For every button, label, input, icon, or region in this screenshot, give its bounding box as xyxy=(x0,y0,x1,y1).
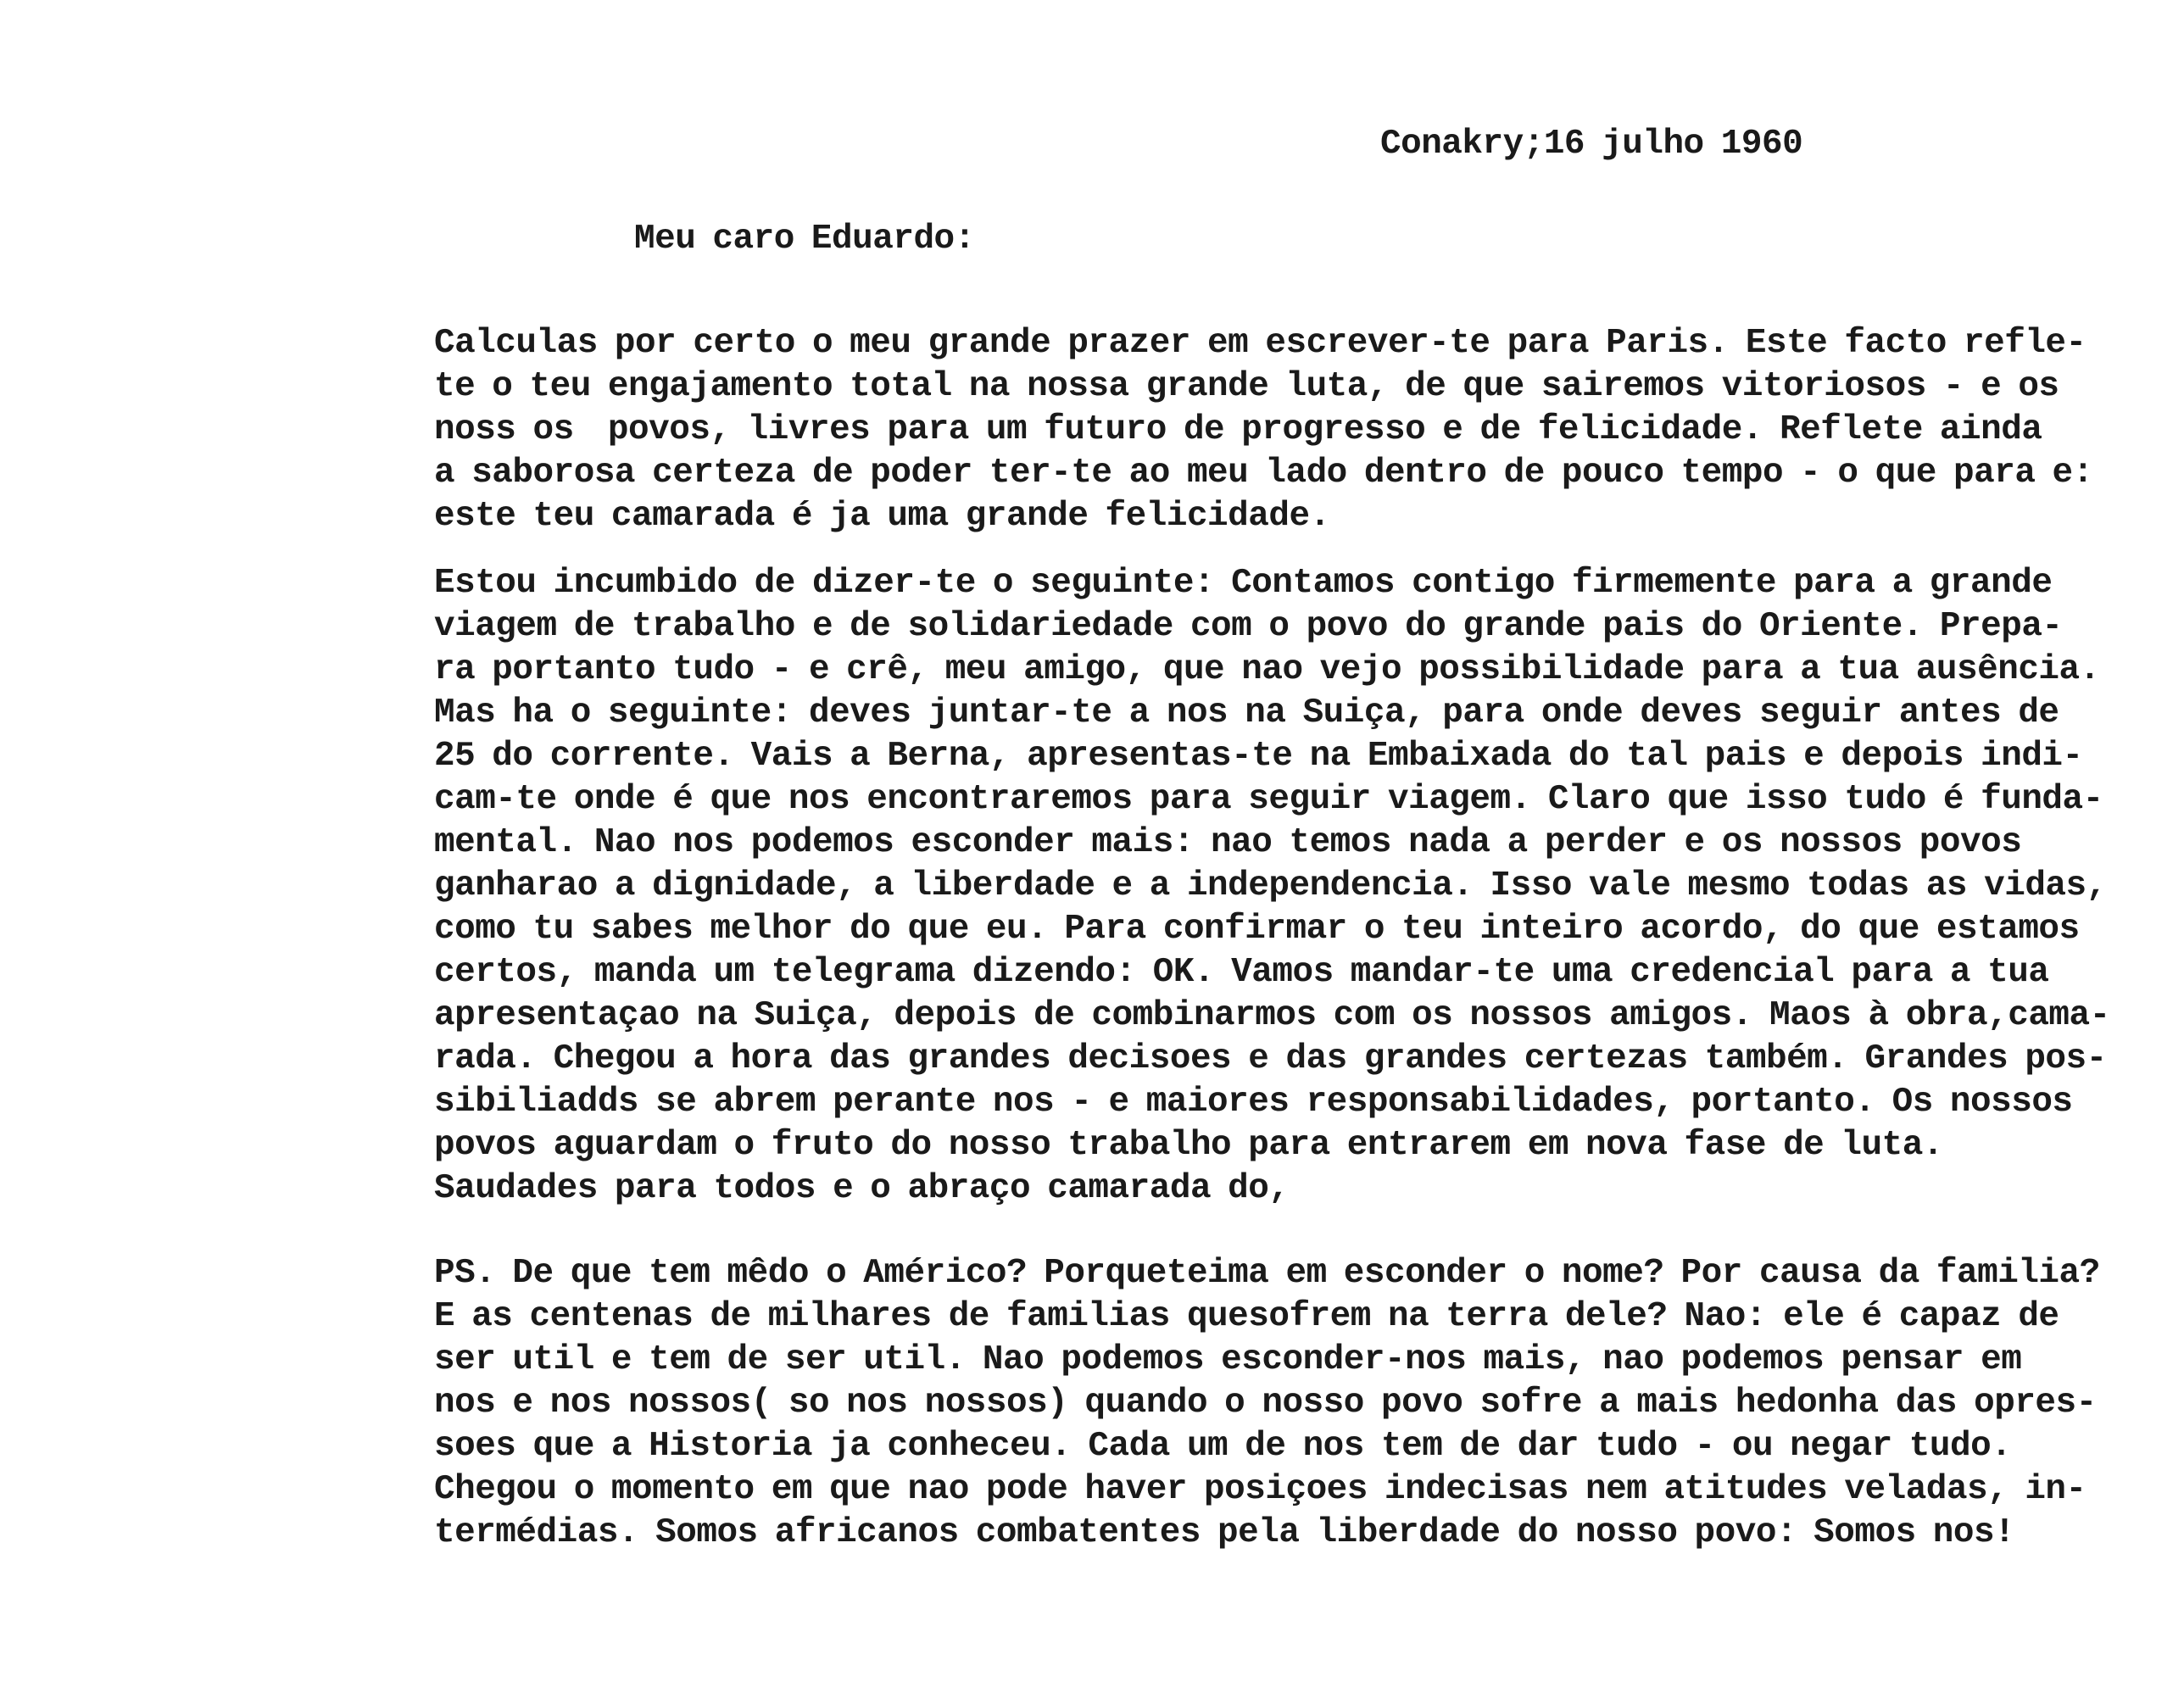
text-line: mental. Nao nos podemos esconder mais: nao temos nada a perder e os nossos povos xyxy=(434,823,2022,862)
text-line: te o teu engajamento total na nossa grande luta, de que sairemos vitoriosos - e os xyxy=(434,367,2059,406)
text-line: termédias. Somos africanos combatentes pela liberdade do nosso povo: Somos nos! xyxy=(434,1513,2015,1552)
text-line: sibiliadds se abrem perante nos - e maiores responsabilidades, portanto. Os nossos xyxy=(434,1083,2073,1122)
text-line: ganharao a dignidade, a liberdade e a independencia. Isso vale mesmo todas as vidas, xyxy=(434,866,2107,905)
text-line: a saborosa certeza de poder ter-te ao meu lado dentro de pouco tempo - o que para e: xyxy=(434,454,2093,493)
paragraph-1 xyxy=(434,326,2093,543)
text-line: rada. Chegou a hora das grandes decisoes e das grandes certezas também. Grandes pos- xyxy=(434,1039,2107,1078)
text-line: apresentaçao na Suiça, depois de combinarmos com os nossos amigos. Maos à obra,cama- xyxy=(434,996,2110,1035)
dateline: Conakry;16 julho 1960 xyxy=(1380,125,1803,164)
text-line: Mas ha o seguinte: deves juntar-te a nos na Suiça, para onde deves seguir antes de xyxy=(434,693,2059,732)
text-line: ra portanto tudo - e crê, meu amigo, que nao vejo possibilidade para a tua ausência. xyxy=(434,650,2100,689)
salutation: Meu caro Eduardo: xyxy=(634,220,975,259)
text-line: como tu sabes melhor do que eu. Para confirmar o teu inteiro acordo, do que estamos xyxy=(434,910,2080,949)
postscript xyxy=(434,1256,2100,1559)
text-line: viagem de trabalho e de solidariedade com o povo do grande pais do Oriente. Prepa- xyxy=(434,607,2063,646)
text-line: E as centenas de milhares de familias quesofrem na terra dele? Nao: ele é capaz de xyxy=(434,1297,2059,1336)
text-line: Saudades para todos e o abraço camarada do, xyxy=(434,1169,1290,1208)
text-line: cam-te onde é que nos encontraremos para seguir viagem. Claro que isso tudo é funda- xyxy=(434,780,2103,819)
text-line: nos e nos nossos( so nos nossos) quando o nosso povo sofre a mais hedonha das opres- xyxy=(434,1384,2097,1423)
text-line: noss os povos, livres para um futuro de progresso e de felicidade. Reflete ainda xyxy=(434,410,2042,449)
text-line: 25 do corrente. Vais a Berna, apresentas-te na Embaixada do tal pais e depois indi- xyxy=(434,737,2083,776)
text-line: Chegou o momento em que nao pode haver posiçoes indecisas nem atitudes veladas, in- xyxy=(434,1470,2086,1509)
paragraph-2 xyxy=(434,566,2110,1215)
text-line: Estou incumbido de dizer-te o seguinte: Contamos contigo firmemente para a grande xyxy=(434,564,2053,603)
text-line: certos, manda um telegrama dizendo: OK. Vamos mandar-te uma credencial para a tua xyxy=(434,953,2049,992)
text-line: PS. De que tem mêdo o Américo? Porqueteima em esconder o nome? Por causa da familia? xyxy=(434,1254,2100,1293)
text-line: este teu camarada é ja uma grande felicidade. xyxy=(434,497,1330,536)
text-line: povos aguardam o fruto do nosso trabalho para entrarem em nova fase de luta. xyxy=(434,1126,1943,1165)
text-line: soes que a Historia ja conheceu. Cada um de nos tem de dar tudo - ou negar tudo. xyxy=(434,1427,2012,1466)
text-line: ser util e tem de ser util. Nao podemos esconder-nos mais, nao podemos pensar em xyxy=(434,1340,2022,1379)
text-line: Calculas por certo o meu grande prazer em escrever-te para Paris. Este facto refle- xyxy=(434,324,2086,363)
